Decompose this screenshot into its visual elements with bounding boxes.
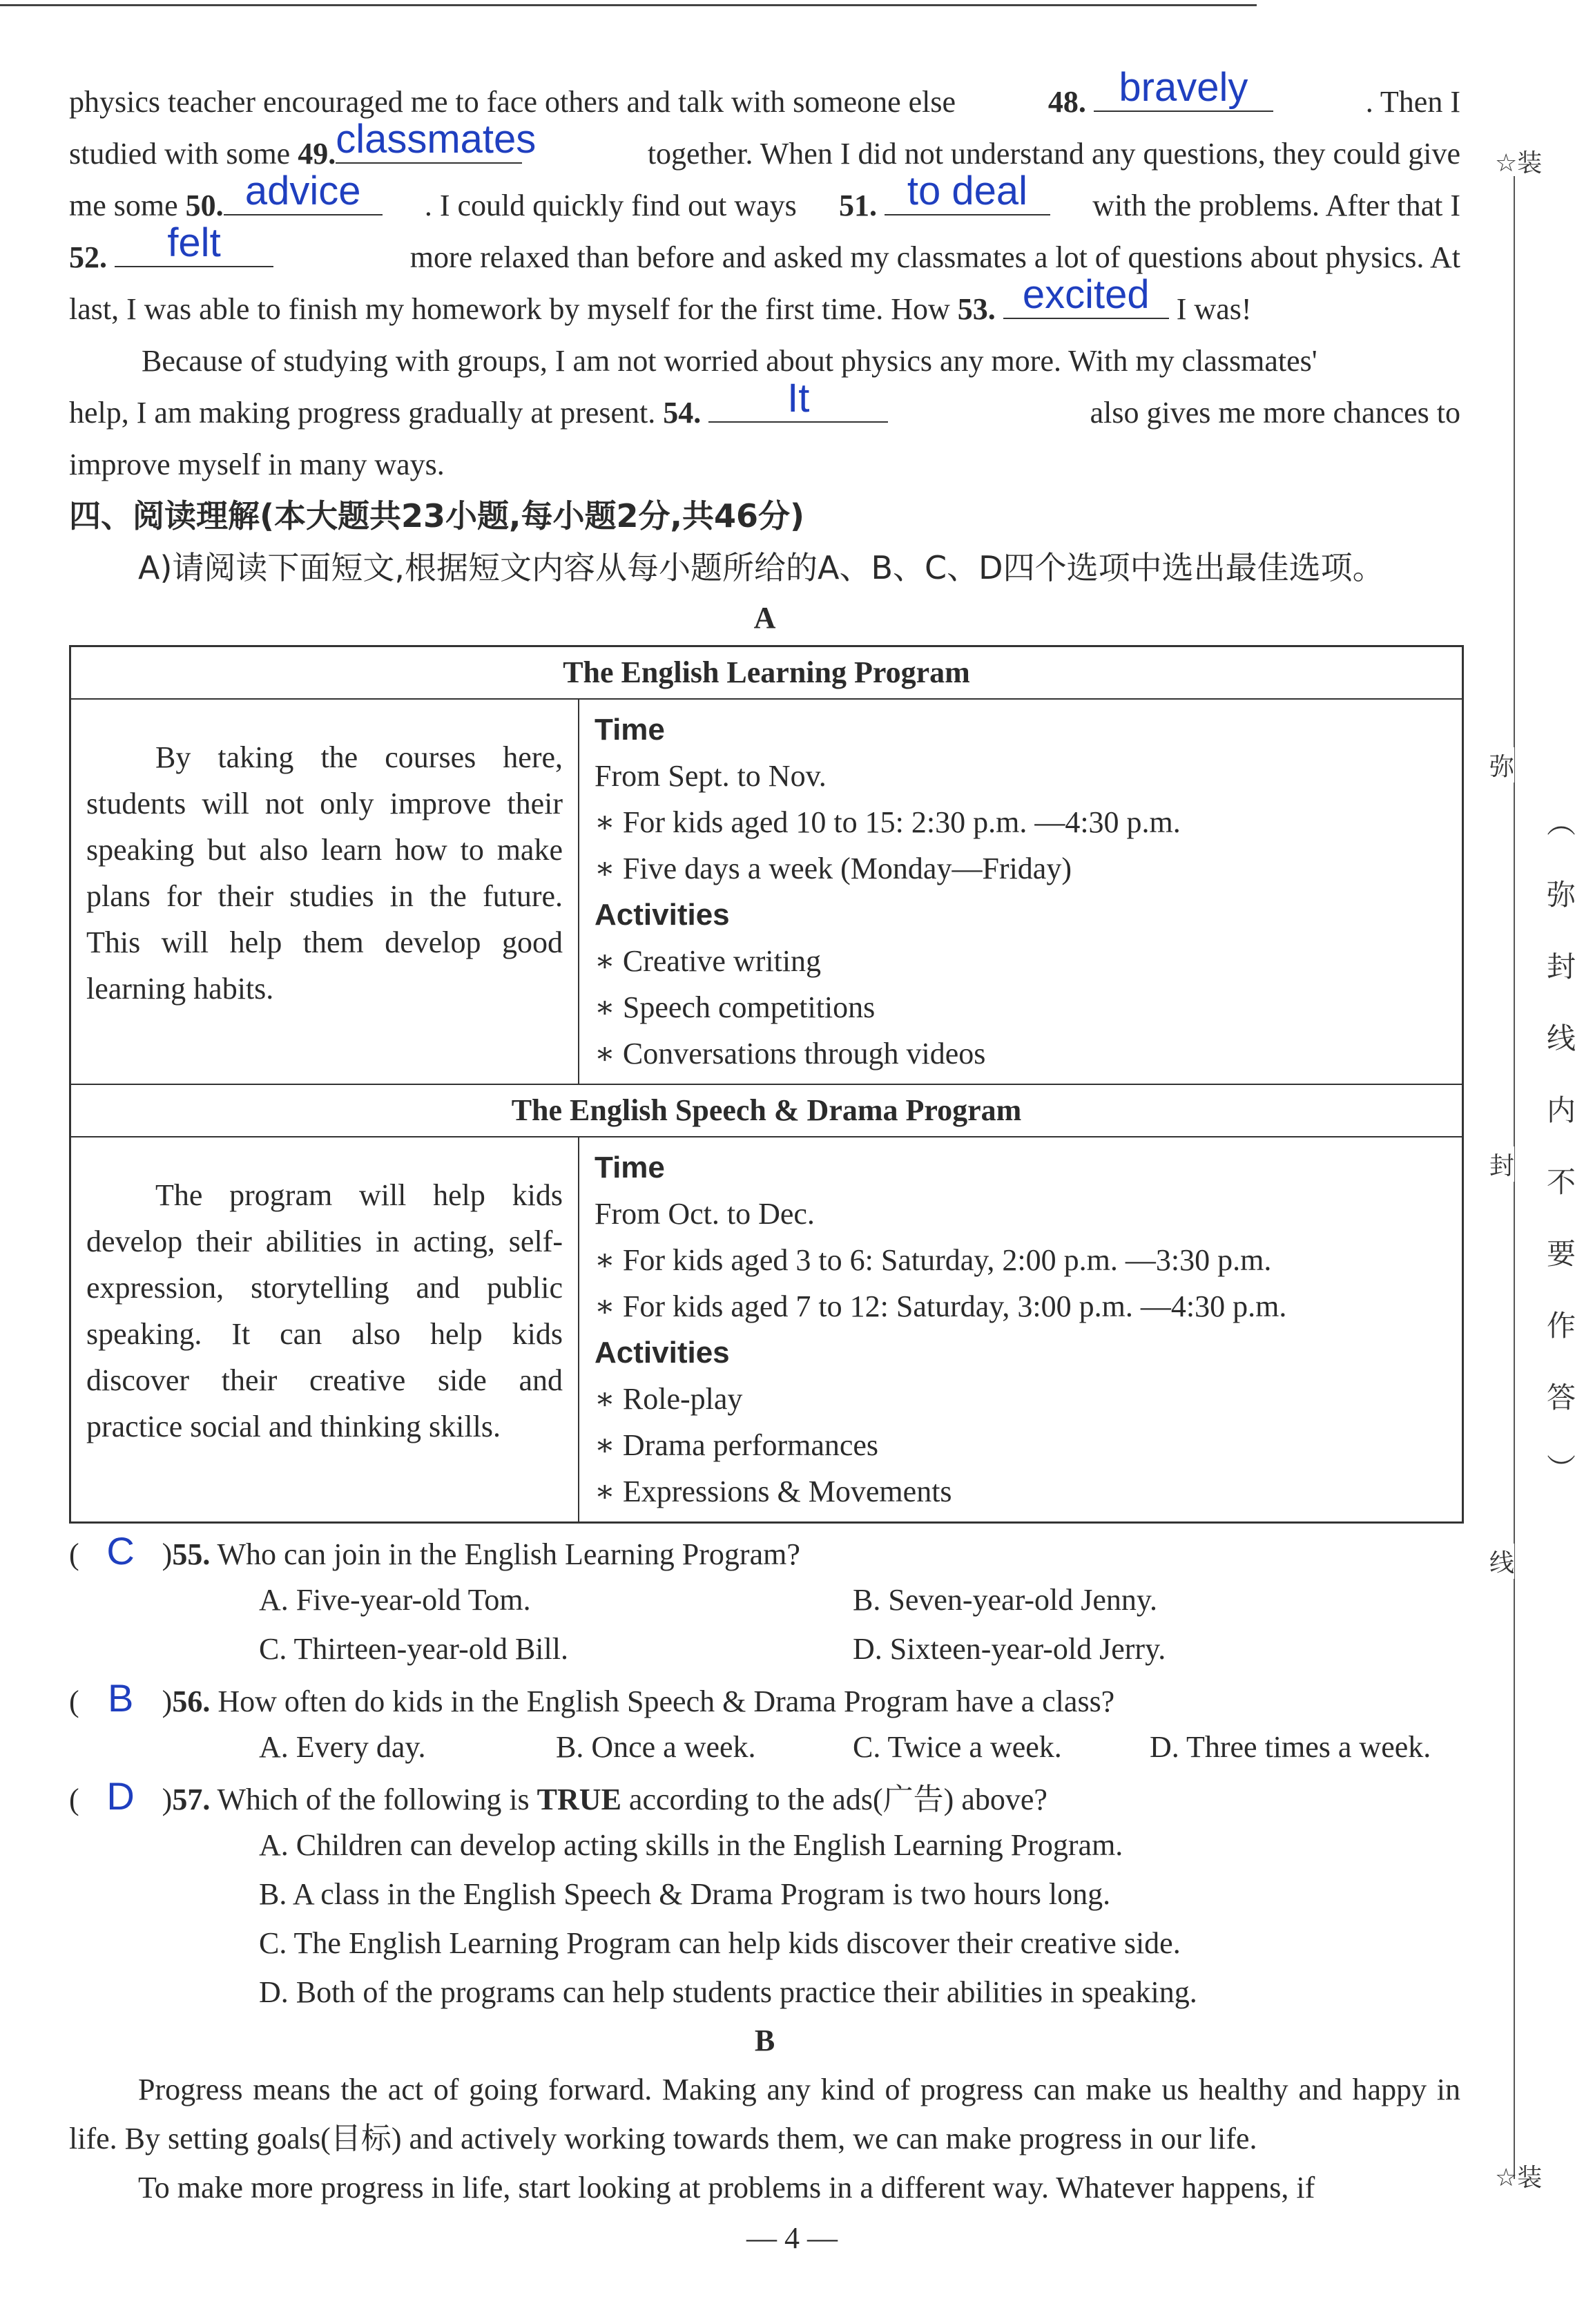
question-number: 50. (185, 189, 224, 222)
notice-char: ︶ (1546, 1452, 1576, 1486)
text: I was! (1168, 292, 1252, 326)
text: . I could quickly find out ways (424, 189, 797, 222)
question-56: ( B )56. How often do kids in the English Speech & Drama Program have a class? (69, 1673, 1460, 1722)
cloze-para2-line-3 (69, 439, 1460, 490)
cloze-line-1 (69, 65, 1460, 128)
handwritten-answer: It (787, 376, 810, 421)
time-line: ∗ For kids aged 7 to 12: Saturday, 3:00 p.m. —4:30 p.m. (595, 1289, 1287, 1323)
passage-b-paragraph-1: Progress means the act of going forward. Making any kind of progress can make us healthy and happy in life. By setting goals(目标) and actively working towards them, we can make progress in our life. (69, 2073, 1460, 2155)
passage-b-label: B (754, 2024, 775, 2057)
handwritten-answer: felt (167, 220, 221, 265)
options-row (69, 1722, 1460, 1771)
question-number: 56. (172, 1684, 211, 1718)
exam-page (69, 65, 1460, 2212)
question-number: 49. (298, 137, 336, 171)
handwritten-answer: to deal (907, 169, 1028, 213)
text: improve myself in many ways. (69, 448, 445, 481)
binding-text-xian: 线 (1489, 1544, 1514, 1579)
program-details (579, 699, 1463, 1084)
question-number: 48. (1047, 85, 1086, 119)
page-number: — 4 — (746, 2221, 838, 2255)
binding-text-feng: 封 (1489, 1146, 1514, 1182)
activities-label: Activities (595, 898, 730, 932)
cloze-line-4 (69, 220, 1460, 283)
handwritten-answer: advice (244, 169, 361, 213)
option-b[interactable]: B. Once a week. (556, 1730, 756, 1764)
text: help, I am making progress gradually at present. (69, 396, 664, 430)
notice-char: 作 (1546, 1309, 1576, 1343)
activity-item: ∗ Speech competitions (595, 990, 876, 1024)
notice-char: ︵ (1546, 806, 1576, 840)
cloze-line-3 (69, 169, 1460, 231)
notice-char: 答 (1546, 1381, 1576, 1414)
notice-char: 弥 (1546, 878, 1576, 912)
passage-b-paragraph-2: To make more progress in life, start looking at problems in a different way. Whatever happens, if (138, 2171, 1315, 2205)
time-line: From Sept. to Nov. (595, 759, 827, 793)
program-description (70, 1137, 579, 1523)
option-a[interactable]: A. Every day. (259, 1730, 426, 1764)
option-a[interactable]: A. Children can develop acting skills in the English Learning Program. (259, 1828, 1123, 1862)
program-description (70, 699, 579, 1084)
handwritten-answer: excited (1022, 272, 1150, 317)
text: also gives me more chances to (1090, 396, 1460, 430)
question-number: 55. (172, 1537, 211, 1571)
answer-blank-48[interactable] (1094, 65, 1273, 112)
text: together. When I did not understand any questions, they could give (647, 137, 1460, 171)
answer-blank-53[interactable] (1003, 272, 1169, 319)
answer-blank-49[interactable] (336, 117, 537, 164)
question-57: ( D )57. Which of the following is TRUE according to the ads(广告) above? (69, 1771, 1460, 1821)
text: Because of studying with groups, I am not worried about physics any more. With my classmates' (142, 344, 1317, 378)
binding-text-mi: 弥 (1489, 747, 1514, 782)
question-number: 53. (957, 292, 996, 326)
program-details (579, 1137, 1463, 1523)
handwritten-answer: classmates (336, 117, 537, 162)
binding-mark-bottom: ☆装 (1495, 2164, 1543, 2192)
time-line: ∗ Five days a week (Monday—Friday) (595, 852, 1072, 885)
option-b[interactable]: B. Seven-year-old Jenny. (853, 1583, 1158, 1617)
program-title: The English Learning Program (70, 646, 1463, 700)
text: last, I was able to finish my homework by myself for the first time. How (69, 292, 958, 326)
options-row (69, 1624, 1460, 1673)
text: studied with some (69, 137, 298, 171)
question-number: 57. (172, 1783, 211, 1816)
cloze-para2-line-2 (69, 376, 1460, 439)
text: me some (69, 189, 186, 222)
answer-choice[interactable]: B (107, 1676, 134, 1720)
question-text: Who can join in the English Learning Program? (217, 1537, 800, 1571)
binding-mark-top: ☆装 (1495, 149, 1543, 177)
answer-choice[interactable]: D (106, 1774, 135, 1818)
activity-item: ∗ Role-play (595, 1382, 743, 1416)
text: with the problems. After that I (1092, 189, 1460, 222)
option-b[interactable]: B. A class in the English Speech & Drama Program is two hours long. (259, 1877, 1111, 1911)
option-c[interactable]: C. Twice a week. (853, 1730, 1062, 1764)
program-title: The English Speech & Drama Program (70, 1084, 1463, 1137)
text: . Then I (1365, 85, 1460, 119)
options-row (69, 1575, 1460, 1624)
question-text: according to the ads(广告) above? (621, 1783, 1047, 1816)
time-line: From Oct. to Dec. (595, 1197, 815, 1231)
question-emphasis: TRUE (537, 1783, 621, 1816)
question-number: 52. (69, 240, 107, 274)
answer-choice[interactable]: C (106, 1529, 135, 1573)
notice-char: 内 (1546, 1093, 1576, 1127)
answer-blank-50[interactable] (224, 169, 383, 215)
cloze-line-5 (69, 272, 1460, 335)
description-text: The program will help kids develop their abilities in acting, self-expression, storytelling and public speaking. It can also help kids discover their creative side and practice social and thinking skills. (86, 1178, 563, 1443)
activity-item: ∗ Drama performances (595, 1428, 879, 1462)
time-label: Time (595, 1151, 665, 1184)
programs-table (69, 645, 1464, 1524)
option-c[interactable]: C. The English Learning Program can help kids discover their creative side. (259, 1926, 1181, 1960)
text: physics teacher encouraged me to face others and talk with someone else (69, 85, 956, 119)
option-d[interactable]: D. Both of the programs can help students practice their abilities in speaking. (259, 1975, 1197, 2009)
time-line: ∗ For kids aged 3 to 6: Saturday, 2:00 p.m. —3:30 p.m. (595, 1243, 1272, 1277)
top-rule (0, 4, 1257, 6)
section-instruction: A)请阅读下面短文,根据短文内容从每小题所给的A、B、C、D四个选项中选出最佳选项。 (138, 549, 1384, 586)
activities-label: Activities (595, 1336, 730, 1370)
passage-a-label: A (753, 601, 776, 635)
binding-notice (1544, 787, 1578, 1506)
question-number: 51. (839, 189, 877, 222)
description-text: By taking the courses here, students will not only improve their speaking but also learn how to make plans for their studies in the future. This will help them develop good learning habits. (86, 740, 563, 1006)
question-text: Which of the following is (217, 1783, 537, 1816)
notice-char: 封 (1546, 950, 1576, 983)
question-number: 54. (663, 396, 702, 430)
option-a[interactable]: A. Five-year-old Tom. (259, 1583, 531, 1617)
option-d[interactable]: D. Sixteen-year-old Jerry. (853, 1632, 1166, 1666)
activity-item: ∗ Expressions & Movements (595, 1475, 952, 1508)
question-text: How often do kids in the English Speech & Drama Program have a class? (218, 1684, 1115, 1718)
activity-item: ∗ Conversations through videos (595, 1037, 986, 1070)
section-heading: 四、阅读理解(本大题共23小题,每小题2分,共46分) (69, 497, 805, 535)
option-c[interactable]: C. Thirteen-year-old Bill. (259, 1632, 568, 1666)
notice-char: 线 (1546, 1021, 1576, 1055)
answer-blank-52[interactable] (115, 220, 273, 267)
activity-item: ∗ Creative writing (595, 944, 822, 978)
time-label: Time (595, 713, 665, 747)
answer-blank-51[interactable] (885, 169, 1050, 215)
option-d[interactable]: D. Three times a week. (1150, 1730, 1431, 1764)
time-line: ∗ For kids aged 10 to 15: 2:30 p.m. —4:30 p.m. (595, 805, 1181, 839)
answer-blank-54[interactable] (708, 376, 888, 423)
handwritten-answer: bravely (1119, 65, 1248, 110)
notice-char: 不 (1546, 1165, 1576, 1199)
notice-char: 要 (1546, 1237, 1576, 1271)
text: more relaxed than before and asked my classmates a lot of questions about physics. At (409, 240, 1460, 274)
question-55: ( C )55. Who can join in the English Learning Program? (69, 1526, 1460, 1575)
